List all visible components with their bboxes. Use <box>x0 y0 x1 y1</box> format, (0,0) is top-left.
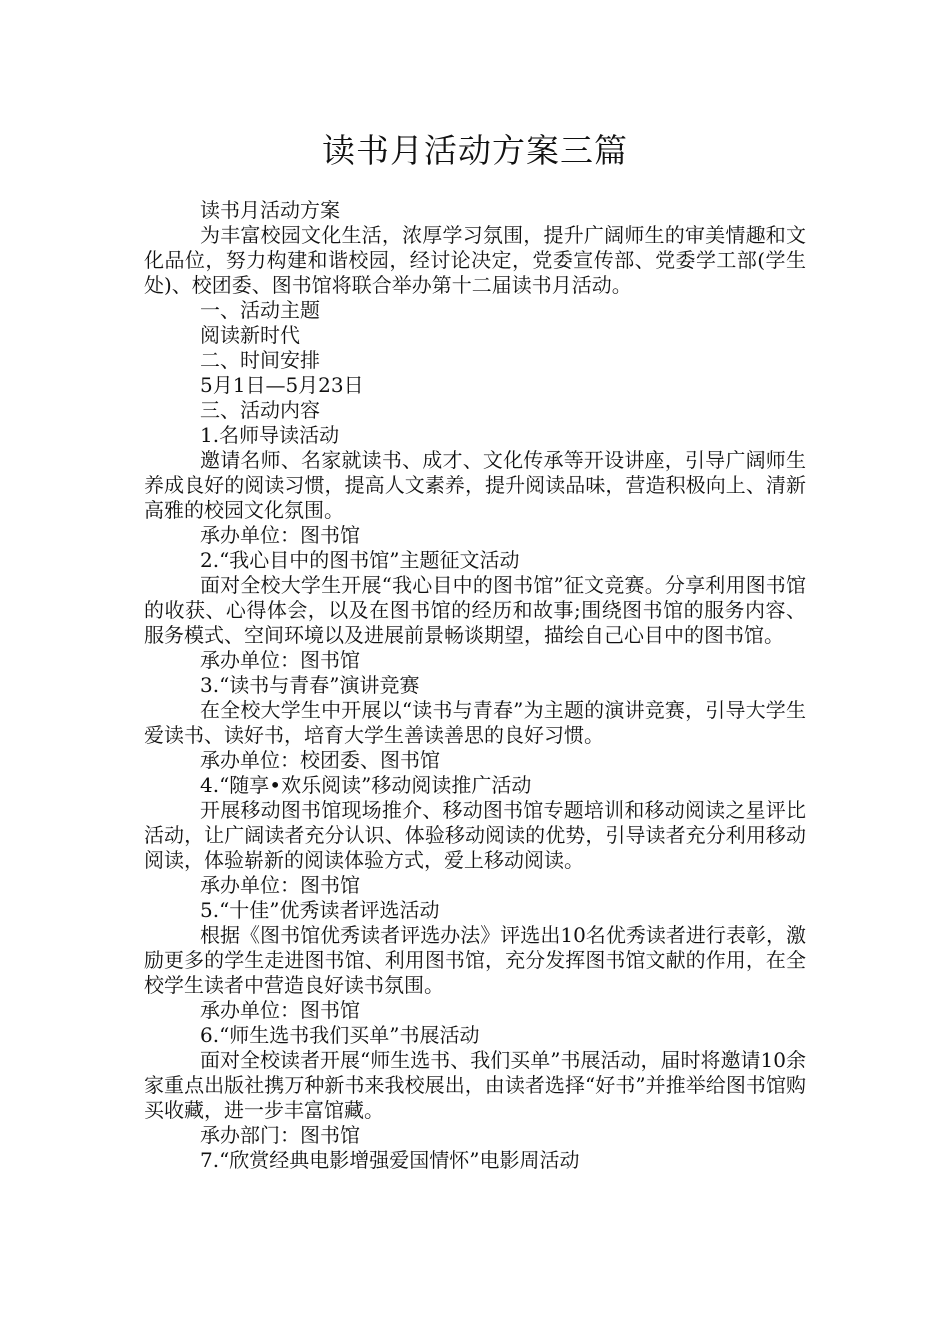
activity-heading: 7.“欣赏经典电影增强爱国情怀”电影周活动 <box>200 1148 580 1172</box>
section-heading: 二、时间安排 <box>200 348 320 372</box>
section-heading: 三、活动内容 <box>200 398 320 422</box>
paragraph: 在全校大学生中开展以“读书与青春”为主题的演讲竞赛，引导大学生爱读书、读好书，培育大学生善读善思的良好习惯。 <box>144 698 806 747</box>
section-heading: 一、活动主题 <box>200 298 320 322</box>
organizer-line: 承办部门：图书馆 <box>200 1123 360 1147</box>
document-body <box>144 198 806 1173</box>
organizer-line: 承办单位：校团委、图书馆 <box>200 748 440 772</box>
paragraph: 根据《图书馆优秀读者评选办法》评选出10名优秀读者进行表彰，激励更多的学生走进图书馆、利用图书馆，充分发挥图书馆文献的作用，在全校学生读者中营造良好读书氛围。 <box>144 923 806 997</box>
paragraph: 面对全校大学生开展“我心目中的图书馆”征文竞赛。分享利用图书馆的收获、心得体会，以及在图书馆的经历和故事;围绕图书馆的服务内容、服务模式、空间环境以及进展前景畅谈期望，描绘自己心目中的图书馆。 <box>144 573 806 647</box>
organizer-line: 承办单位：图书馆 <box>200 523 360 547</box>
activity-heading: 1.名师导读活动 <box>200 423 340 447</box>
paragraph: 为丰富校园文化生活，浓厚学习氛围，提升广阔师生的审美情趣和文化品位，努力构建和谐校园，经讨论决定，党委宣传部、党委学工部(学生处)、校团委、图书馆将联合举办第十二届读书月活动。 <box>144 223 806 297</box>
organizer-line: 承办单位：图书馆 <box>200 648 360 672</box>
activity-heading: 6.“师生选书我们买单”书展活动 <box>200 1023 480 1047</box>
paragraph: 阅读新时代 <box>200 323 300 347</box>
section-heading: 读书月活动方案 <box>200 198 340 222</box>
activity-heading: 5.“十佳”优秀读者评选活动 <box>200 898 440 922</box>
organizer-line: 承办单位：图书馆 <box>200 998 360 1022</box>
paragraph: 开展移动图书馆现场推介、移动图书馆专题培训和移动阅读之星评比活动，让广阔读者充分认识、体验移动阅读的优势，引导读者充分利用移动阅读，体验崭新的阅读体验方式，爱上移动阅读。 <box>144 798 806 872</box>
activity-heading: 3.“读书与青春”演讲竞赛 <box>200 673 420 697</box>
activity-heading: 4.“随享•欢乐阅读”移动阅读推广活动 <box>200 773 532 797</box>
paragraph: 面对全校读者开展“师生选书、我们买单”书展活动，届时将邀请10余家重点出版社携万种新书来我校展出，由读者选择“好书”并推举给图书馆购买收藏，进一步丰富馆藏。 <box>144 1048 806 1122</box>
paragraph: 5月1日—5月23日 <box>200 373 364 397</box>
paragraph: 邀请名师、名家就读书、成才、文化传承等开设讲座，引导广阔师生养成良好的阅读习惯，提高人文素养，提升阅读品味，营造积极向上、清新高雅的校园文化氛围。 <box>144 448 806 522</box>
organizer-line: 承办单位：图书馆 <box>200 873 360 897</box>
activity-heading: 2.“我心目中的图书馆”主题征文活动 <box>200 548 520 572</box>
document-title: 读书月活动方案三篇 <box>322 131 628 170</box>
